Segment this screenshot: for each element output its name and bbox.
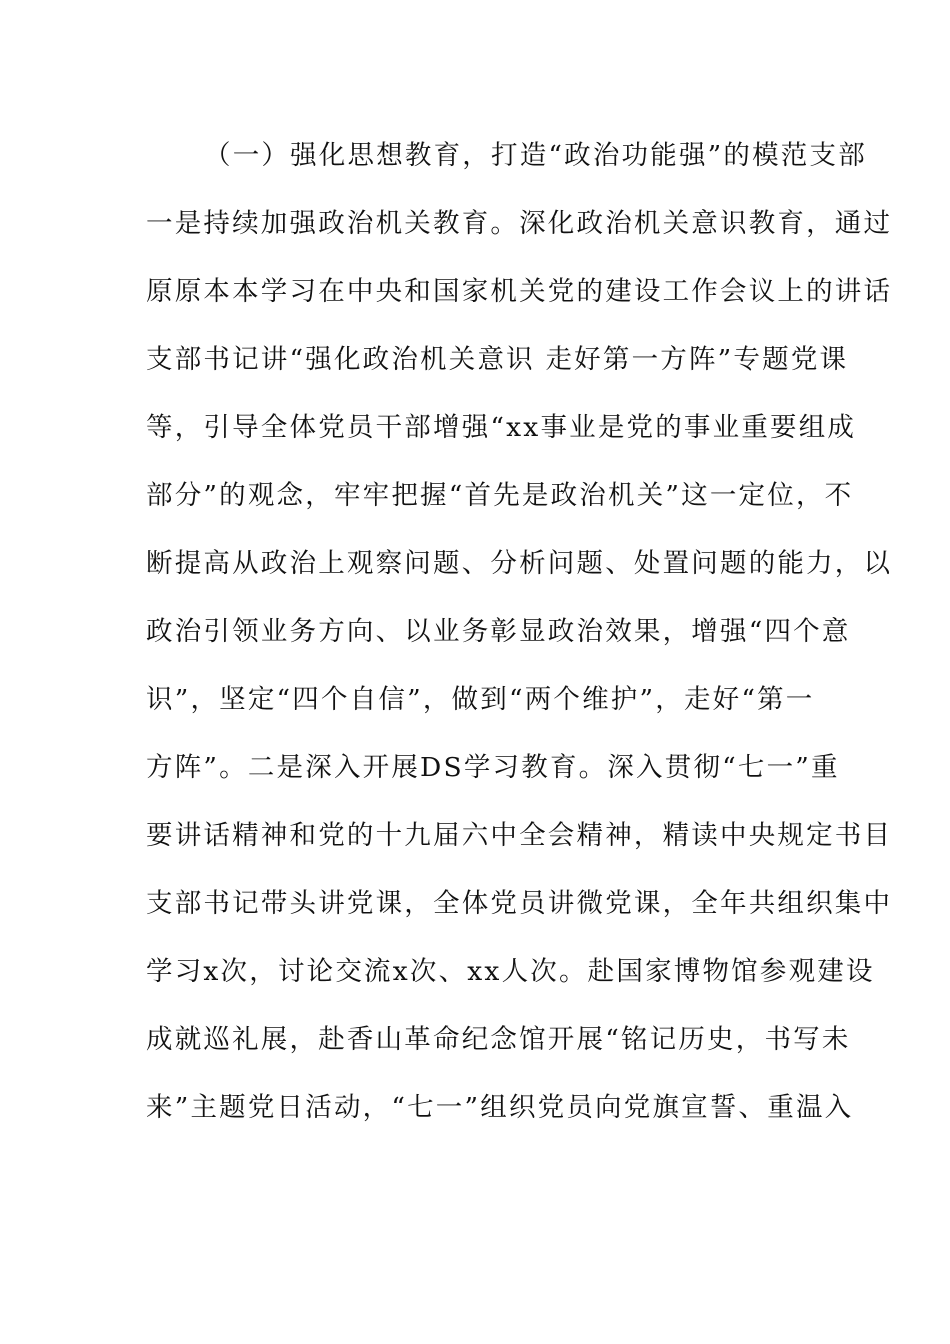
text-line: 识”，坚定“四个自信”，做到“两个维护”，走好“第一 [146, 684, 815, 715]
text-line: 方阵”。二是深入开展DS学习教育。深入贯彻“七一”重 [146, 752, 840, 783]
text-line: 要讲话精神和党的十九届六中全会精神，精读中央规定书目 [146, 820, 893, 851]
text-line: 支部书记讲“强化政治机关意识 走好第一方阵”专题党课 [146, 344, 849, 375]
text-line: 原原本本学习在中央和国家机关党的建设工作会议上的讲话 [146, 276, 893, 307]
text-line: 来”主题党日活动，“七一”组织党员向党旗宣誓、重温入 [146, 1092, 854, 1123]
text-line: 等，引导全体党员干部增强“xx事业是党的事业重要组成 [146, 412, 857, 443]
text-line: 政治引领业务方向、以业务彰显政治效果，增强“四个意 [146, 616, 851, 647]
body-text [146, 126, 893, 1146]
text-line: 成就巡礼展，赴香山革命纪念馆开展“铭记历史，书写未 [146, 1024, 851, 1055]
text-line: 部分”的观念，牢牢把握“首先是政治机关”这一定位，不 [146, 480, 854, 511]
text-line: 一是持续加强政治机关教育。深化政治机关意识教育，通过 [146, 208, 893, 239]
text-line: 学习x次，讨论交流x次、xx人次。赴国家博物馆参观建设 [146, 956, 875, 987]
text-line: 支部书记带头讲党课，全体党员讲微党课，全年共组织集中 [146, 888, 893, 919]
text-line: 断提高从政治上观察问题、分析问题、处置问题的能力，以 [146, 548, 893, 579]
section-heading: （一）强化思想教育，打造“政治功能强”的模范支部 [204, 140, 867, 171]
